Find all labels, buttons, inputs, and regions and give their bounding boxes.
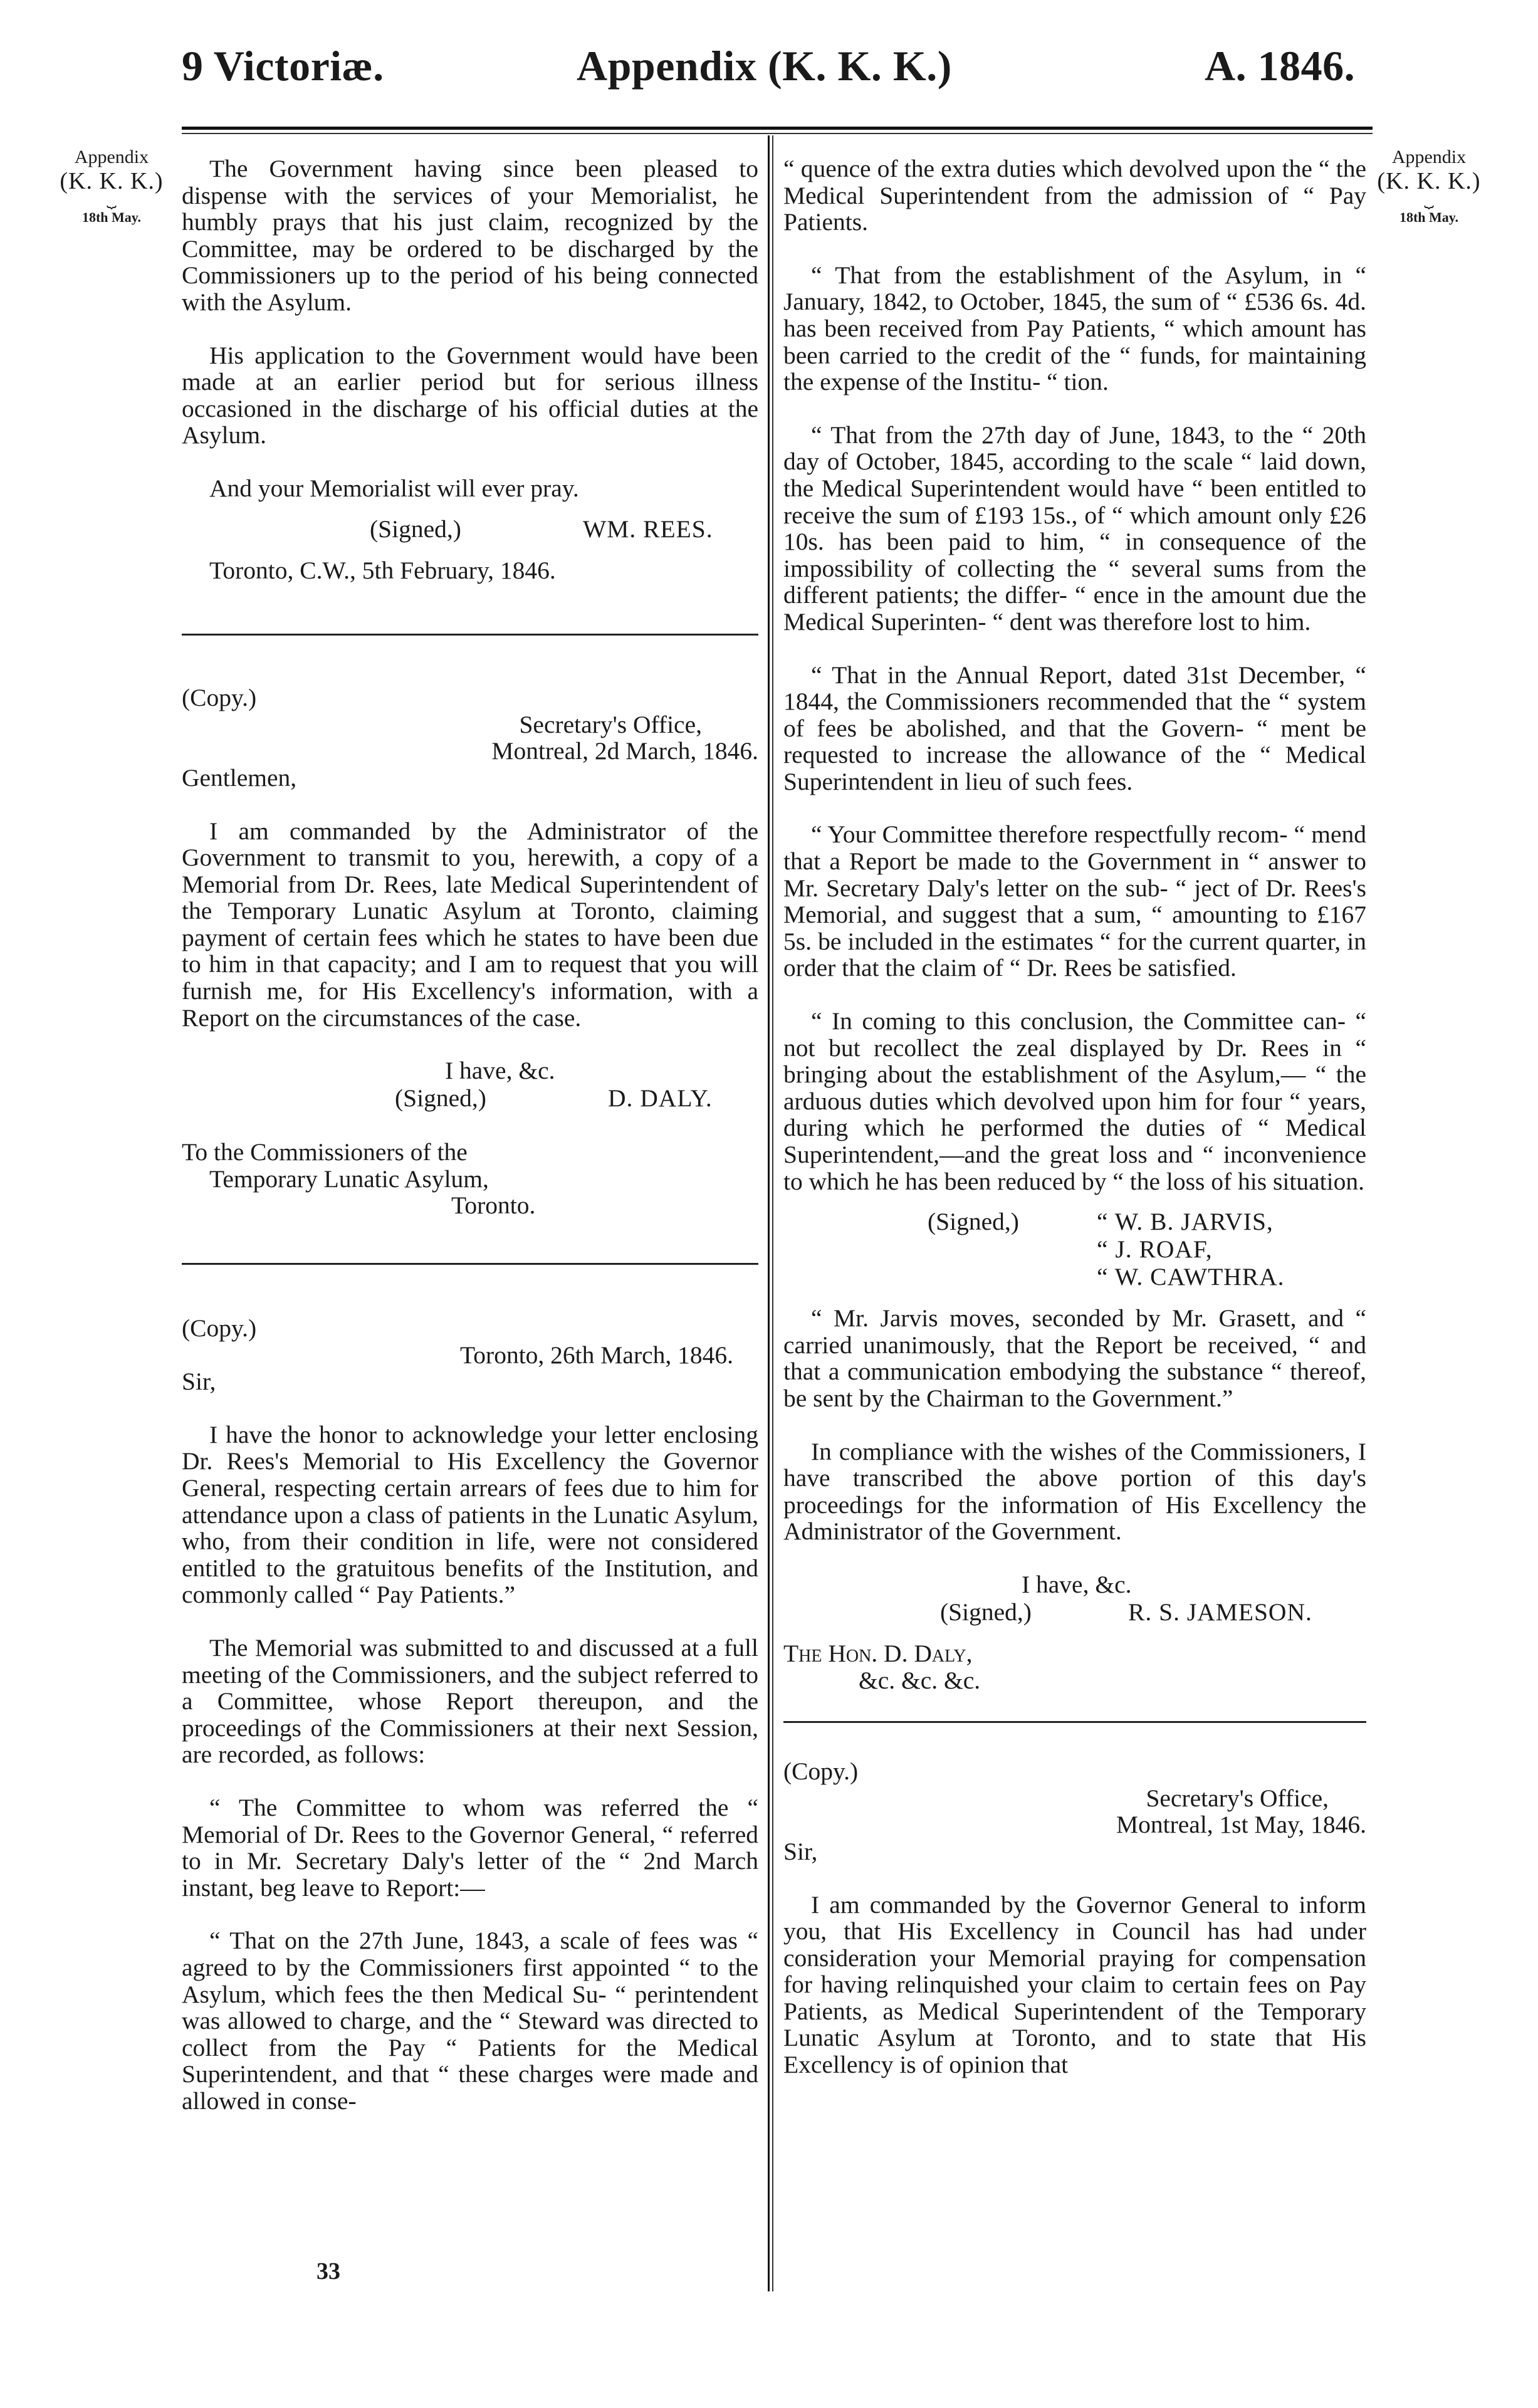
- paragraph: In compliance with the wishes of the Commissioners, I have transcribed the above portion of this day's proceedings for the information of His Excellency the Administrator of the Government.: [783, 1437, 1366, 1546]
- signatory-name: WM. REES.: [583, 515, 713, 543]
- paragraph: I am commanded by the Administrator of the Government to transmit to you, herewith, a copy of a Memorial from Dr. Rees, late Medical Superintendent of the Temporary Lunatic Asylum at Toronto, claiming payment of certain fees which he states to have been due to him in that capacity; and I am to request that you will furnish me, for His Excellency's information, with a Report on the circumstances of the case.: [182, 817, 758, 1032]
- address-line: Temporary Lunatic Asylum,: [209, 1165, 489, 1193]
- signature-daly: [182, 1085, 758, 1112]
- margin-note-appendix: Appendix: [1391, 147, 1467, 167]
- addressee: The Hon. D. Daly,: [783, 1639, 973, 1667]
- letter-date: Toronto, 26th March, 1846.: [459, 1341, 733, 1369]
- margin-note-date: 18th May.: [1399, 209, 1459, 225]
- margin-note-kkk: (K. K. K.): [60, 168, 164, 194]
- signatory-name: D. DALY.: [608, 1084, 713, 1112]
- margin-note-kkk: (K. K. K.): [1377, 168, 1481, 194]
- signed-label: (Signed,): [370, 515, 461, 543]
- signatory-name: “ W. CAWTHRA.: [1097, 1263, 1285, 1291]
- signature-committee: [783, 1264, 1366, 1291]
- address-line: To the Commissioners of the: [182, 1138, 468, 1166]
- header-appendix-title: Appendix (K. K. K.): [577, 42, 952, 90]
- signature-committee: [783, 1236, 1366, 1264]
- header-rule-thin: [182, 133, 1373, 134]
- office-heading: Secretary's Office,: [1146, 1784, 1329, 1812]
- margin-brace-icon: ⏟: [107, 190, 117, 208]
- paragraph: His application to the Government would have been made at an earlier period but for serious illness occasioned in the discharge of his official duties at the Asylum.: [182, 341, 758, 449]
- paragraph: I have the honor to acknowledge your letter enclosing Dr. Rees's Memorial to His Excellency the Governor General, respecting certain arrears of fees due to him for attendance upon a class of patients in the Lunatic Asylum, who, from their condition in life, were not considered entitled to the gratuitous benefits of the Institution, and commonly called “ Pay Patients.”: [182, 1420, 758, 1609]
- signature-rees: [182, 516, 758, 543]
- signature-committee: [783, 1208, 1366, 1236]
- ihave-line: [182, 1057, 758, 1085]
- ihave-line: [783, 1571, 1366, 1599]
- salutation: Sir,: [783, 1837, 818, 1865]
- paragraph: And your Memorialist will ever pray.: [209, 474, 579, 502]
- office-heading: Secretary's Office,: [519, 710, 702, 738]
- signatory-name: “ J. ROAF,: [1097, 1235, 1213, 1264]
- signatory-name: R. S. JAMESON.: [1128, 1598, 1312, 1626]
- paragraph: The Government having since been pleased to dispense with the services of your Memorialist, he humbly prays that his just claim, recognized by the Committee, may be ordered to be discharged by the Commissioners up to the period of his being connected with the Asylum.: [182, 155, 758, 316]
- salutation: Sir,: [182, 1368, 216, 1396]
- margin-note-left: [49, 145, 174, 229]
- paragraph: “ In coming to this conclusion, the Committee can- “ not but recollect the zeal displayed by Dr. Rees in “ bringing about the establishment of the Asylum,— “ the arduous duties which devolved upon him for four “ years, during which he performed the duties of “ Medical Superintendent,—and the great loss and “ inconvenience to which he has been reduced by “ the loss of his situation.: [783, 1007, 1366, 1195]
- office-date: Montreal, 1st May, 1846.: [1116, 1811, 1366, 1839]
- copy-label: (Copy.): [182, 1314, 257, 1343]
- paragraph: I am commanded by the Governor General to inform you, that His Excellency in Council has had under consideration your Memorial praying for compensation for having relinquished your claim to certain fees on Pay Patients, as Medical Superintendent of the Temporary Lunatic Asylum at Toronto, and to state that His Excellency is of opinion that: [783, 1890, 1366, 2079]
- copy-label: (Copy.): [182, 684, 257, 712]
- addressee-etc: &c. &c. &c.: [859, 1666, 981, 1694]
- header-session: 9 Victoriæ.: [182, 42, 384, 90]
- address-line: Toronto.: [451, 1191, 536, 1220]
- paragraph: “ Mr. Jarvis moves, seconded by Mr. Grasett, and “ carried unanimously, that the Report be received, “ and that a communication embodying the substance “ thereof, be sent by the Chairman to the Government.”: [783, 1304, 1366, 1412]
- right-column: [783, 155, 1366, 2078]
- signed-label: (Signed,): [395, 1084, 486, 1112]
- header-year: A. 1846.: [1205, 42, 1356, 90]
- margin-note-right: [1366, 145, 1492, 229]
- paragraph: “ That on the 27th June, 1843, a scale of fees was “ agreed to by the Commissioners first appointed “ to the Asylum, which fees the then Medical Su- “ perintendent was allowed to charge, and the “ Steward was directed to collect from the Pay “ Patients for the Medical Superintendent, and that “ these charges were made and allowed in conse-: [182, 1927, 758, 2115]
- margin-note-date: 18th May.: [81, 209, 142, 225]
- left-column: [182, 155, 758, 2114]
- paragraph: “ That from the 27th day of June, 1843, to the “ 20th day of October, 1845, according to the scale “ laid down, the Medical Superintendent would have “ been entitled to receive the sum of £193 15s., of “ which amount only £26 10s. has been paid to him, “ in consequence of the impossibility of collecting the “ several sums from the different patients; the differ- “ ence in the amount due the Medical Superinten- “ dent was therefore lost to him.: [783, 421, 1366, 636]
- header-rule: [182, 127, 1373, 130]
- paragraph: “ quence of the extra duties which devolved upon the “ the Medical Superintendent from the admission of “ Pay Patients.: [783, 155, 1366, 236]
- office-date: Montreal, 2d March, 1846.: [491, 737, 758, 765]
- copy-label: (Copy.): [783, 1757, 859, 1786]
- margin-brace-icon: ⏟: [1424, 190, 1434, 208]
- ihave-text: I have, &c.: [445, 1057, 555, 1085]
- place-date: Toronto, C.W., 5th February, 1846.: [209, 556, 556, 584]
- signed-label: (Signed,): [928, 1208, 1019, 1236]
- page-number: 33: [316, 2258, 340, 2285]
- paragraph: “ Your Committee therefore respectfully recom- “ mend that a Report be made to the Government in “ answer to Mr. Secretary Daly's letter on the sub- “ ject of Dr. Rees's Memorial, and suggest that a sum, “ amounting to £167 5s. be included in the estimates “ for the current quarter, in order that the claim of “ Dr. Rees be satisfied.: [783, 820, 1366, 982]
- paragraph: “ That from the establishment of the Asylum, in “ January, 1842, to October, 1845, the sum of “ £536 6s. 4d. has been received from Pay Patients, “ which amount has been carried to the credit of the “ funds, for maintaining the expense of the Institu- “ tion.: [783, 261, 1366, 396]
- salutation: Gentlemen,: [182, 763, 297, 792]
- paragraph: “ The Committee to whom was referred the “ Memorial of Dr. Rees to the Governor General, “ referred to in Mr. Secretary Daly's letter of the “ 2nd March instant, beg leave to Report:—: [182, 1793, 758, 1902]
- ihave-text: I have, &c.: [1022, 1570, 1132, 1598]
- column-divider: [768, 135, 770, 2291]
- column-divider-thin: [772, 135, 773, 2291]
- signatory-name: “ W. B. JARVIS,: [1097, 1208, 1274, 1236]
- signed-label: (Signed,): [940, 1598, 1032, 1626]
- margin-note-appendix: Appendix: [74, 147, 149, 167]
- paragraph: “ That in the Annual Report, dated 31st December, “ 1844, the Commissioners recommended that the “ system of fees be abolished, and that the Govern- “ ment be requested to increase the allowance of the “ Medical Superintendent in lieu of such fees.: [783, 661, 1366, 795]
- paragraph: The Memorial was submitted to and discussed at a full meeting of the Commissioners, and the subject referred to a Committee, whose Report thereupon, and the proceedings of the Commissioners at their next Session, are recorded, as follows:: [182, 1633, 758, 1769]
- signature-jameson: [783, 1599, 1366, 1626]
